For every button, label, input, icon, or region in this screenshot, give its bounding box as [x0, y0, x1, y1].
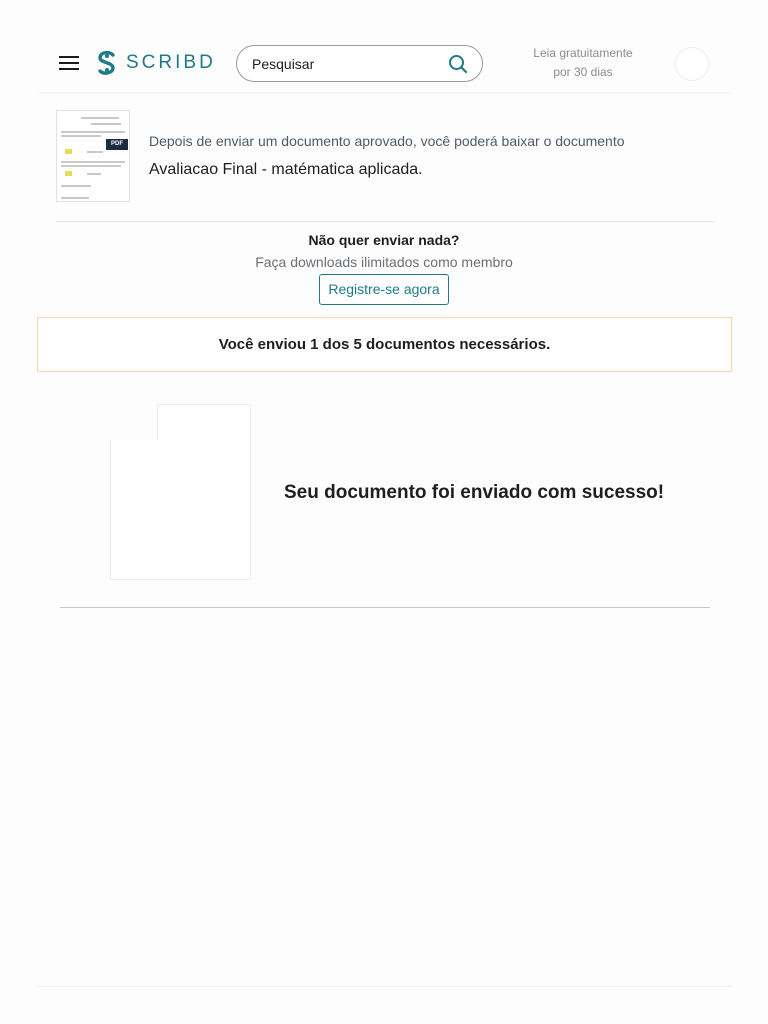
upload-success-message: Seu documento foi enviado com sucesso! [284, 482, 665, 503]
member-prompt [0, 232, 768, 305]
document-row [56, 110, 714, 222]
free-trial-link[interactable] [519, 44, 647, 82]
user-avatar[interactable] [675, 47, 709, 81]
divider [60, 607, 710, 608]
search-input[interactable] [236, 45, 483, 82]
hamburger-menu-icon[interactable] [59, 56, 79, 70]
scribd-logo[interactable] [96, 50, 216, 76]
upload-progress-notice: Você enviou 1 dos 5 documentos necessários. [37, 317, 732, 372]
trial-line-1: Leia gratuitamente [533, 46, 633, 60]
trial-line-2: por 30 dias [553, 65, 613, 79]
download-note: Depois de enviar um documento aprovado, você poderá baixar o documento [149, 133, 625, 149]
uploaded-document-preview [110, 404, 251, 580]
prompt-title: Não quer enviar nada? [308, 232, 460, 248]
top-header [37, 30, 732, 92]
search-placeholder: Pesquisar [252, 55, 315, 72]
logo-text: SCRIBD [126, 52, 216, 73]
document-page-front [110, 440, 251, 580]
search-icon[interactable] [448, 54, 468, 74]
document-title[interactable]: Avaliacao Final - matématica aplicada. [149, 161, 423, 178]
prompt-subtitle: Faça downloads ilimitados como membro [255, 254, 513, 270]
scribd-logo-icon [96, 50, 118, 76]
footer-divider [37, 986, 732, 987]
register-button[interactable]: Registre-se agora [319, 274, 448, 305]
document-thumbnail[interactable] [56, 110, 130, 202]
pdf-badge: PDF [106, 139, 128, 150]
